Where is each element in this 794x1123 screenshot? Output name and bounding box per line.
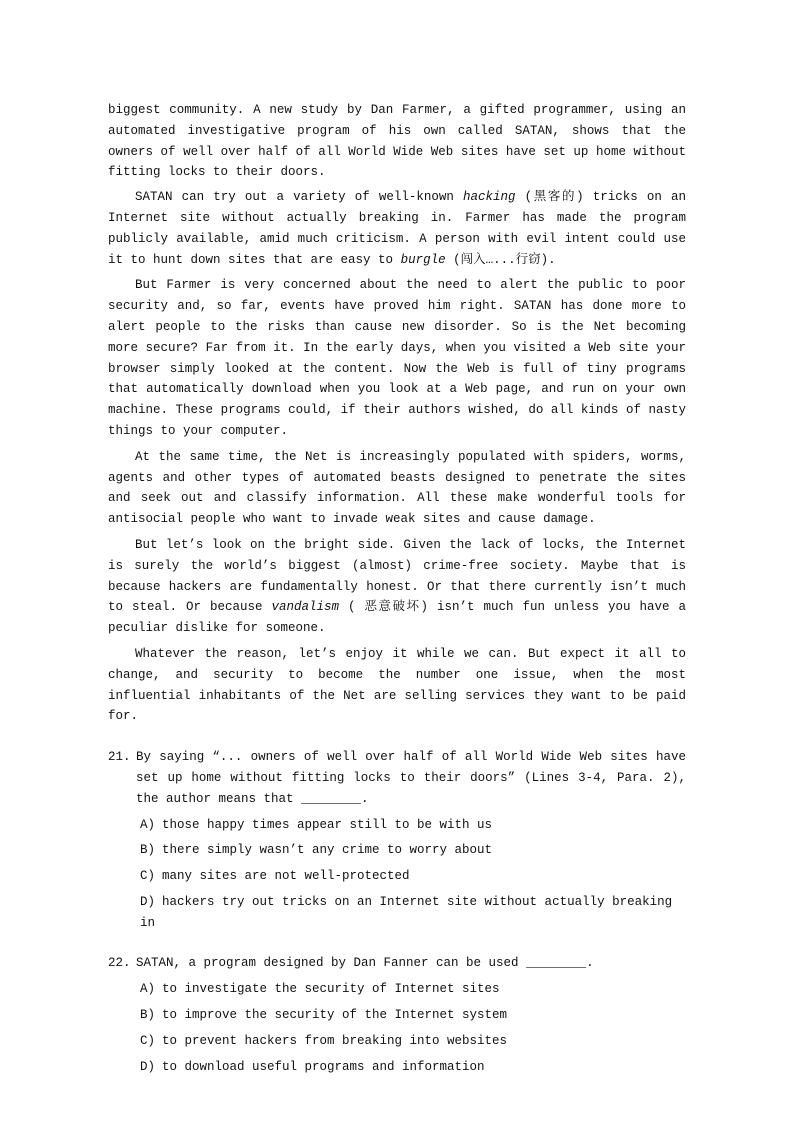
- option-c[interactable]: C) to prevent hackers from breaking into websites: [140, 1033, 508, 1048]
- document-page: [108, 100, 686, 1082]
- passage-paragraph-2: SATAN can try out a variety of well-known hacking (黑客的) tricks on an Internet site without actually breaking in. Farmer has made the program publicly available, amid much criticism. A person with evil intent could use it to hunt down sites that are easy to burgle (闯入…...行窃).: [108, 190, 686, 267]
- question-text: By saying “... owners of well over half of all World Wide Web sites have set up home without fitting locks to their doors” (Lines 3-4, Para. 2), the author means that ________.: [136, 750, 686, 806]
- option-a[interactable]: A) to investigate the security of Internet sites: [140, 982, 500, 997]
- question-21: [108, 747, 686, 933]
- question-number: 21.: [108, 750, 131, 765]
- question-22: [108, 953, 686, 1077]
- question-stem: [108, 747, 686, 809]
- option-d[interactable]: D) to download useful programs and information: [140, 1059, 485, 1074]
- term-burgle: burgle: [400, 252, 446, 267]
- passage-paragraph-1: biggest community. A new study by Dan Farmer, a gifted programmer, using an automated investigative program of his own called SATAN, shows that the owners of well over half of all World Wide Web sites have set up home without fitting locks to their doors.: [108, 103, 686, 180]
- question-text: SATAN, a program designed by Dan Fanner can be used ________.: [136, 956, 594, 971]
- option-d[interactable]: D) hackers try out tricks on an Internet site without actually breaking in: [140, 894, 673, 930]
- question-stem: [108, 953, 686, 974]
- option-list: [140, 979, 686, 1077]
- passage-paragraph-4: At the same time, the Net is increasingly populated with spiders, worms, agents and other types of automated beasts designed to penetrate the sites and seek out and classify information. All these make wonderful tools for antisocial people who want to invade weak sites and cause damage.: [108, 449, 686, 527]
- passage-paragraph-5: But let’s look on the bright side. Given the lack of locks, the Internet is surely the world’s biggest (almost) crime-free society. Maybe that is because hackers are fundamentally honest. Or that there currently isn’t much to steal. Or because vandalism ( 恶意破坏) isn’t much fun unless you have a peculiar dislike for someone.: [108, 537, 687, 636]
- option-b[interactable]: B) there simply wasn’t any crime to worry about: [140, 843, 493, 858]
- term-hacking: hacking: [463, 190, 516, 205]
- option-list: [140, 815, 686, 934]
- option-a[interactable]: A) those happy times appear still to be with us: [140, 817, 493, 832]
- passage-paragraph-6: Whatever the reason, let’s enjoy it while we can. But expect it all to change, and security to become the number one issue, when the most influential inhabitants of the Net are selling services they want to be paid for.: [108, 646, 686, 724]
- passage-paragraph-3: But Farmer is very concerned about the need to alert the public to poor security and, so far, events have proved him right. SATAN has done more to alert people to the risks than cause new disorder. So is the Net becoming more secure? Far from it. In the early days, when you visited a Web site your browser simply looked at the content. Now the Web is full of tiny programs that automatically download when you look at a Web page, and run on your own machine. These programs could, if their authors wished, do all kinds of nasty things to your computer.: [108, 278, 686, 438]
- question-number: 22.: [108, 956, 131, 971]
- option-c[interactable]: C) many sites are not well-protected: [140, 869, 410, 884]
- option-b[interactable]: B) to improve the security of the Internet system: [140, 1008, 508, 1023]
- term-vandalism: vandalism: [271, 600, 340, 615]
